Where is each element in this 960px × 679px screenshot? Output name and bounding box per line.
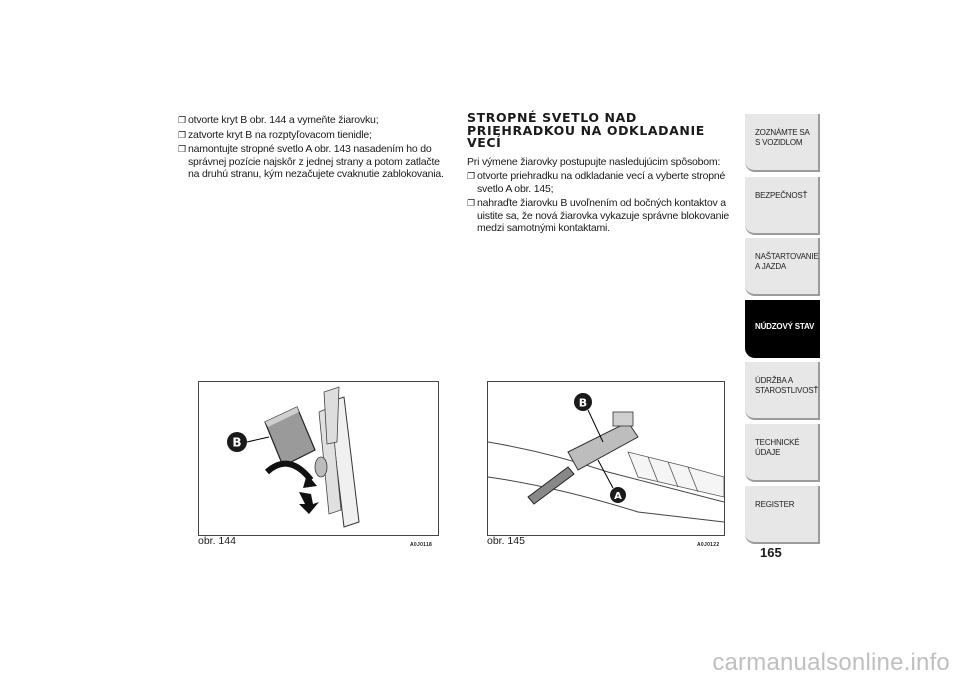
list-item: ❐ namontujte stropné svetlo A obr. 143 nasadením ho do správnej pozície najskôr z jednej strany a potom zatlačte na druhú stranu, kým nezačujete cvaknutie zablokovania. [178,143,444,180]
figure-144-illustration [198,381,439,536]
intro-text: Pri výmene žiarovky postupujte nasledujúcim spôsobom: [467,155,721,168]
list-item: ❐ zatvorte kryt B na rozptyľovacom tienidle; [178,128,372,141]
figure-145-illustration [487,381,725,536]
tab-bezpecnost[interactable]: BEZPEČNOSŤ [745,177,820,235]
tab-zoznamte-sa-s-vozidlom[interactable]: ZOZNÁMTE SA S VOZIDLOM [745,114,820,172]
tab-udrzba-a-starostlivost[interactable]: ÚDRŽBA A STAROSTLIVOSŤ [745,362,820,420]
checkbox-bullet-icon: ❐ [467,171,475,181]
section-heading: STROPNÉ SVETLO NAD PRIEHRADKOU NA ODKLADANIE VECÍ [467,110,705,150]
list-item: ❐ otvorte kryt B obr. 144 a vymeňte žiarovku; [178,114,379,126]
tab-register[interactable]: REGISTER [745,486,820,544]
glovebox-lamp-illustration [488,382,724,535]
figure-144-code: A0J0118 [410,542,433,548]
lamp-cover-illustration [199,382,438,535]
checkbox-bullet-icon: ❐ [178,129,186,140]
right-column [467,112,737,237]
watermark: carmanualsonline.info [712,649,950,676]
figure-145-code: A0J0122 [697,542,720,548]
left-column [178,114,446,183]
figure-144-caption: obr. 144 [198,535,236,547]
checkbox-bullet-icon: ❐ [178,115,186,125]
checkbox-bullet-icon: ❐ [178,144,186,154]
label-a: A [614,491,622,502]
list-item: ❐ nahraďte žiarovku B uvoľnením od bočných kontaktov a uistite sa, že nová žiarovka vykazuje správne blokovanie medzi samotnými kontaktami. [467,197,730,234]
tab-technicke-udaje[interactable]: TECHNICKÉ ÚDAJE [745,424,820,482]
tab-nudzovy-stav[interactable]: NÚDZOVÝ STAV [745,300,820,358]
figure-145-caption: obr. 145 [487,535,525,547]
checkbox-bullet-icon: ❐ [467,198,475,208]
list-item: ❐ otvorte priehradku na odkladanie vecí a vyberte stropné svetlo A obr. 145; [467,170,726,195]
page-number: 165 [760,545,782,560]
tab-nastartovanie-a-jazda[interactable]: NAŠTARTOVANIE A JAZDA [745,238,820,296]
label-b: B [578,396,588,410]
label-b: B [232,435,242,450]
